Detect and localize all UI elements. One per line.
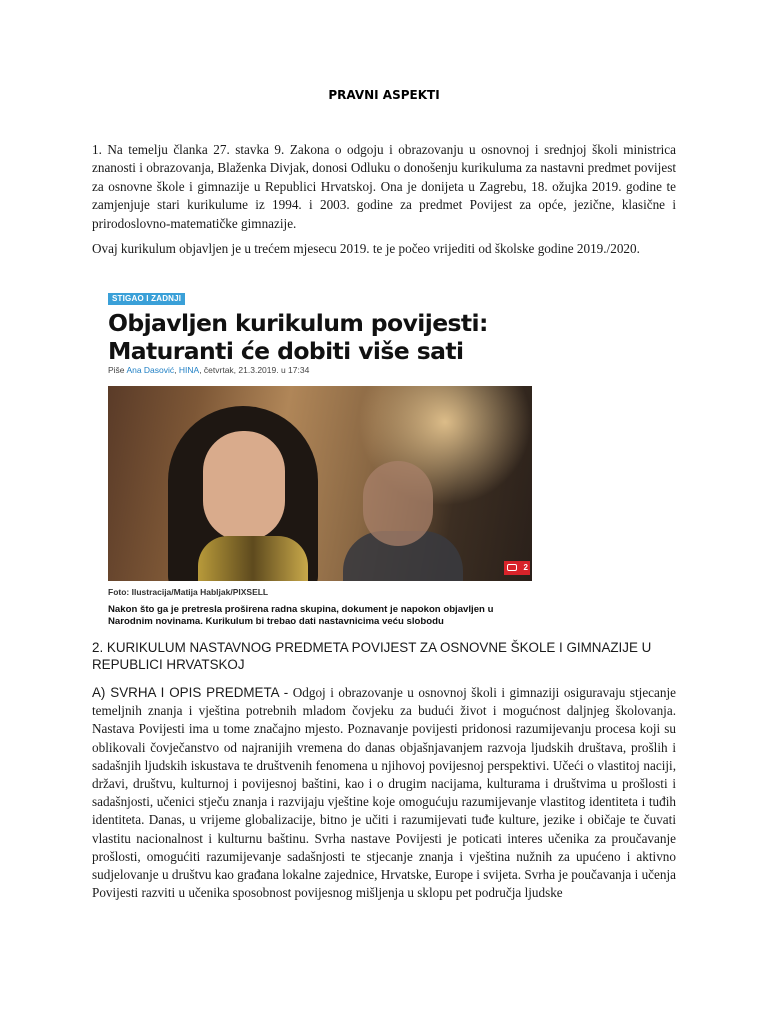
paragraph-purpose [92, 684, 676, 902]
paragraph-legal-basis: 1. Na temelju članka 27. stavka 9. Zakona o odgoju i obrazovanju u osnovnoj i srednjoj školi ministrica znanosti i obrazovanja, Blaženka Divjak, donosi Odluku o donošenju kurikuluma za nastavni predmet povijest za osnovne škole i gimnazije u Republici Hrvatskoj. Ona je donijeta u Zagrebu, 18. ožujka 2019. godine te zamjenjuje stari kurikulume iz 1994. i 2003. godine za predmet Povijest za opće, jezične, klasične i prirodoslovno-matematičke gimnazije. [92, 142, 676, 231]
photo-man-head [363, 461, 433, 546]
section-heading-curriculum: 2. KURIKULUM NASTAVNOG PREDMETA POVIJEST ZA OSNOVNE ŠKOLE I GIMNAZIJE U REPUBLICI HRVATSKOJ [92, 640, 652, 672]
article-byline [108, 365, 309, 375]
news-article-clipping [108, 291, 538, 625]
photo-credit: Foto: Ilustracija/Matija Habljak/PIXSELL [108, 587, 269, 597]
gallery-count-badge [504, 561, 530, 575]
article-headline-line2: Maturanti će dobiti više sati [108, 337, 464, 365]
byline-prefix: Piše [108, 365, 127, 375]
document-title: PRAVNI ASPEKTI [328, 88, 440, 102]
article-badge: STIGAO I ZADNJI [108, 293, 185, 305]
camera-icon [507, 564, 517, 571]
purpose-lead: A) SVRHA I OPIS PREDMETA - [92, 685, 289, 700]
byline-agency: HINA [178, 365, 200, 375]
gallery-count: 2 [523, 563, 528, 572]
article-caption: Nakon što ga je pretresla proširena radna skupina, dokument je napokon objavljen u Narodnim novinama. Kurikulum bi trebao dati nastavnicima veću slobodu [108, 604, 494, 625]
article-headline-line1: Objavljen kurikulum povijesti: [108, 309, 488, 337]
article-headline [108, 309, 538, 365]
photo-woman-scarf [198, 536, 308, 581]
byline-separator: , [174, 365, 179, 375]
byline-author: Ana Dasović [126, 365, 175, 375]
purpose-text: Odgoj i obrazovanje u osnovnoj školi i gimnaziji osiguravaju stjecanje temeljnih znanja i vještina potrebnih mladom čovjeku za budući život i mogućnost daljnjeg školovanja. Nastava Povijesti ima u tome značajno mjesto. Poznavanje povijesti pridonosi razumijevanju procesa koji su oblikovali čovječanstvo od najranijih vremena do danas objašnjavanjem razvoja ljudskih društava, prošlih i sadašnjih ljudskih iskustava te društvenih fenomena u njihovoj povijesnoj perspektivi. Učeći o vlastitoj naciji, državi, društvu, kulturnoj i povijesnoj baštini, kao i o drugim nacijama, kulturama i društvima u prošlosti i sadašnjosti, učenici stječu znanja i razvijaju vještine koje omogućuju razumijevanje vlastitog identiteta i tuđih identiteta. Danas, u vrijeme globalizacije, bitno je učiti i razumijevati tuđe kulture, jezike i običaje te čuvati vlastitu nacionalnost i kulturnu baštinu. Svrha nastave Povijesti je poticati interes učenika za proučavanje prošlosti, omogućiti razumijevanje sadašnjosti te stjecanje znanja i vještina nužnih za upućeno i aktivno sudjelovanje u društvu kao građana lokalne zajednice, Hrvatske, Europe i svijeta. Svrha je poučavanja i učenja Povijesti razviti u učenika sposobnost povijesnog mišljenja u sklopu pet područja ljudske [92, 685, 676, 901]
paragraph-publication: Ovaj kurikulum objavljen je u trećem mjesecu 2019. te je počeo vrijediti od školske godine 2019./2020. [92, 241, 640, 256]
byline-date: , četvrtak, 21.3.2019. u 17:34 [199, 365, 310, 375]
photo-woman-face [203, 431, 285, 541]
article-photo [108, 386, 532, 581]
